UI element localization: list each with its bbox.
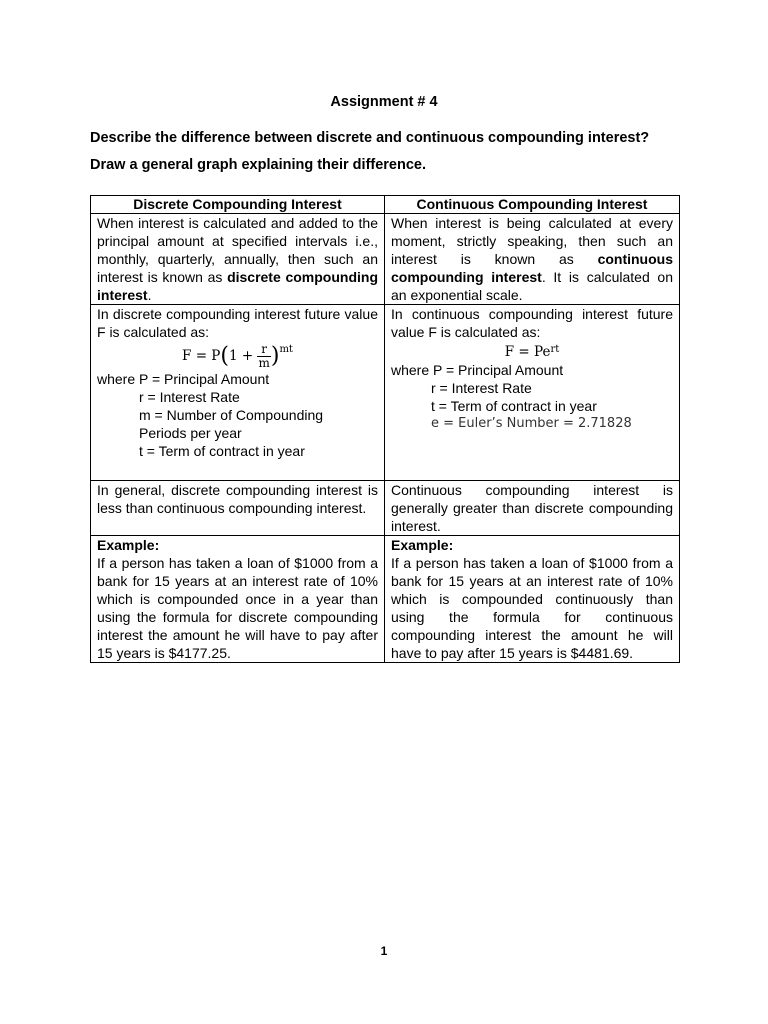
assignment-title: Assignment # 4 [330,94,438,110]
variable-definition: e = Euler’s Number = 2.71828 [431,416,632,431]
definition-text: When interest is being calculated at every moment, strictly speaking, then such an interest is known as [391,215,673,267]
formula-exponent: rt [550,344,560,355]
definition-term: discrete compounding interest [97,269,378,303]
example-label: Example: [97,537,160,553]
definition-text: When interest is calculated and added to the principal amount at specified intervals i.e., monthly, quarterly, annually, then such an interest is known as [97,215,378,285]
variable-definition: m = Number of Compounding [139,407,324,423]
page-number: 1 [380,944,388,958]
example-text: If a person has taken a loan of $1000 from a bank for 15 years at an interest rate of 10% which is compounded once in a year than using the formula for discrete compounding interest the amount he will have to pay after 15 years is $4177.25. [97,555,378,661]
example-label: Example: [391,537,454,553]
example-discrete-cell [91,536,385,663]
table-header-row [91,196,680,214]
formula-fraction [257,343,270,370]
formula-discrete-cell [91,305,385,481]
table-row [91,214,680,305]
definition-discrete-cell [91,214,385,305]
comparison-discrete-cell: In general, discrete compounding interest is less than continuous compounding interest. [91,481,385,536]
formula-intro: In discrete compounding interest future value F is calculated as: [97,306,378,340]
table-row [91,481,680,536]
variable-definition: Periods per year [139,425,242,441]
formula-numerator: r [257,343,270,357]
comparison-continuous-cell: Continuous compounding interest is generally greater than discrete compounding interest. [385,481,680,536]
formula-exponent: mt [279,344,293,355]
formula-one-plus: 1 + [228,348,258,364]
column-header-discrete: Discrete Compounding Interest [91,196,385,214]
variable-definition: r = Interest Rate [431,380,532,396]
table-row [91,305,680,481]
definition-continuous-cell [385,214,680,305]
example-continuous-cell [385,536,680,663]
continuous-formula [391,343,673,361]
formula-continuous-cell [385,305,680,481]
example-text: If a person has taken a loan of $1000 from a bank for 15 years at an interest rate of 10% which is compounded continuously than using the formula for continuous compounding interest the amount he will have to pay after 15 years is $4481.69. [391,555,673,661]
comparison-table [90,195,680,663]
formula-intro: In continuous compounding interest future value F is calculated as: [391,306,673,340]
table-row [91,536,680,663]
formula-lhs: F = Pe [504,344,551,360]
definition-text: . It is calculated on an exponential scale. [391,269,674,303]
definition-term: continuous compounding interest [391,251,673,285]
where-text: where P = Principal Amount [391,362,564,378]
definition-text: . [147,287,152,303]
formula-denominator: m [258,356,270,370]
where-text: where P = Principal Amount [97,371,270,387]
question-text: Draw a general graph explaining their difference. [90,157,427,173]
question-text: Describe the difference between discrete and continuous compounding interest? [90,130,650,146]
variable-definition: t = Term of contract in year [139,443,305,459]
discrete-formula: F = P(1 + $\frac{r}{m}$ )$^{mt}$ [182,342,293,370]
column-header-continuous: Continuous Compounding Interest [385,196,680,214]
variable-definition: t = Term of contract in year [431,398,597,414]
variable-definition: r = Interest Rate [139,389,240,405]
formula-lhs: F = P [182,348,221,364]
